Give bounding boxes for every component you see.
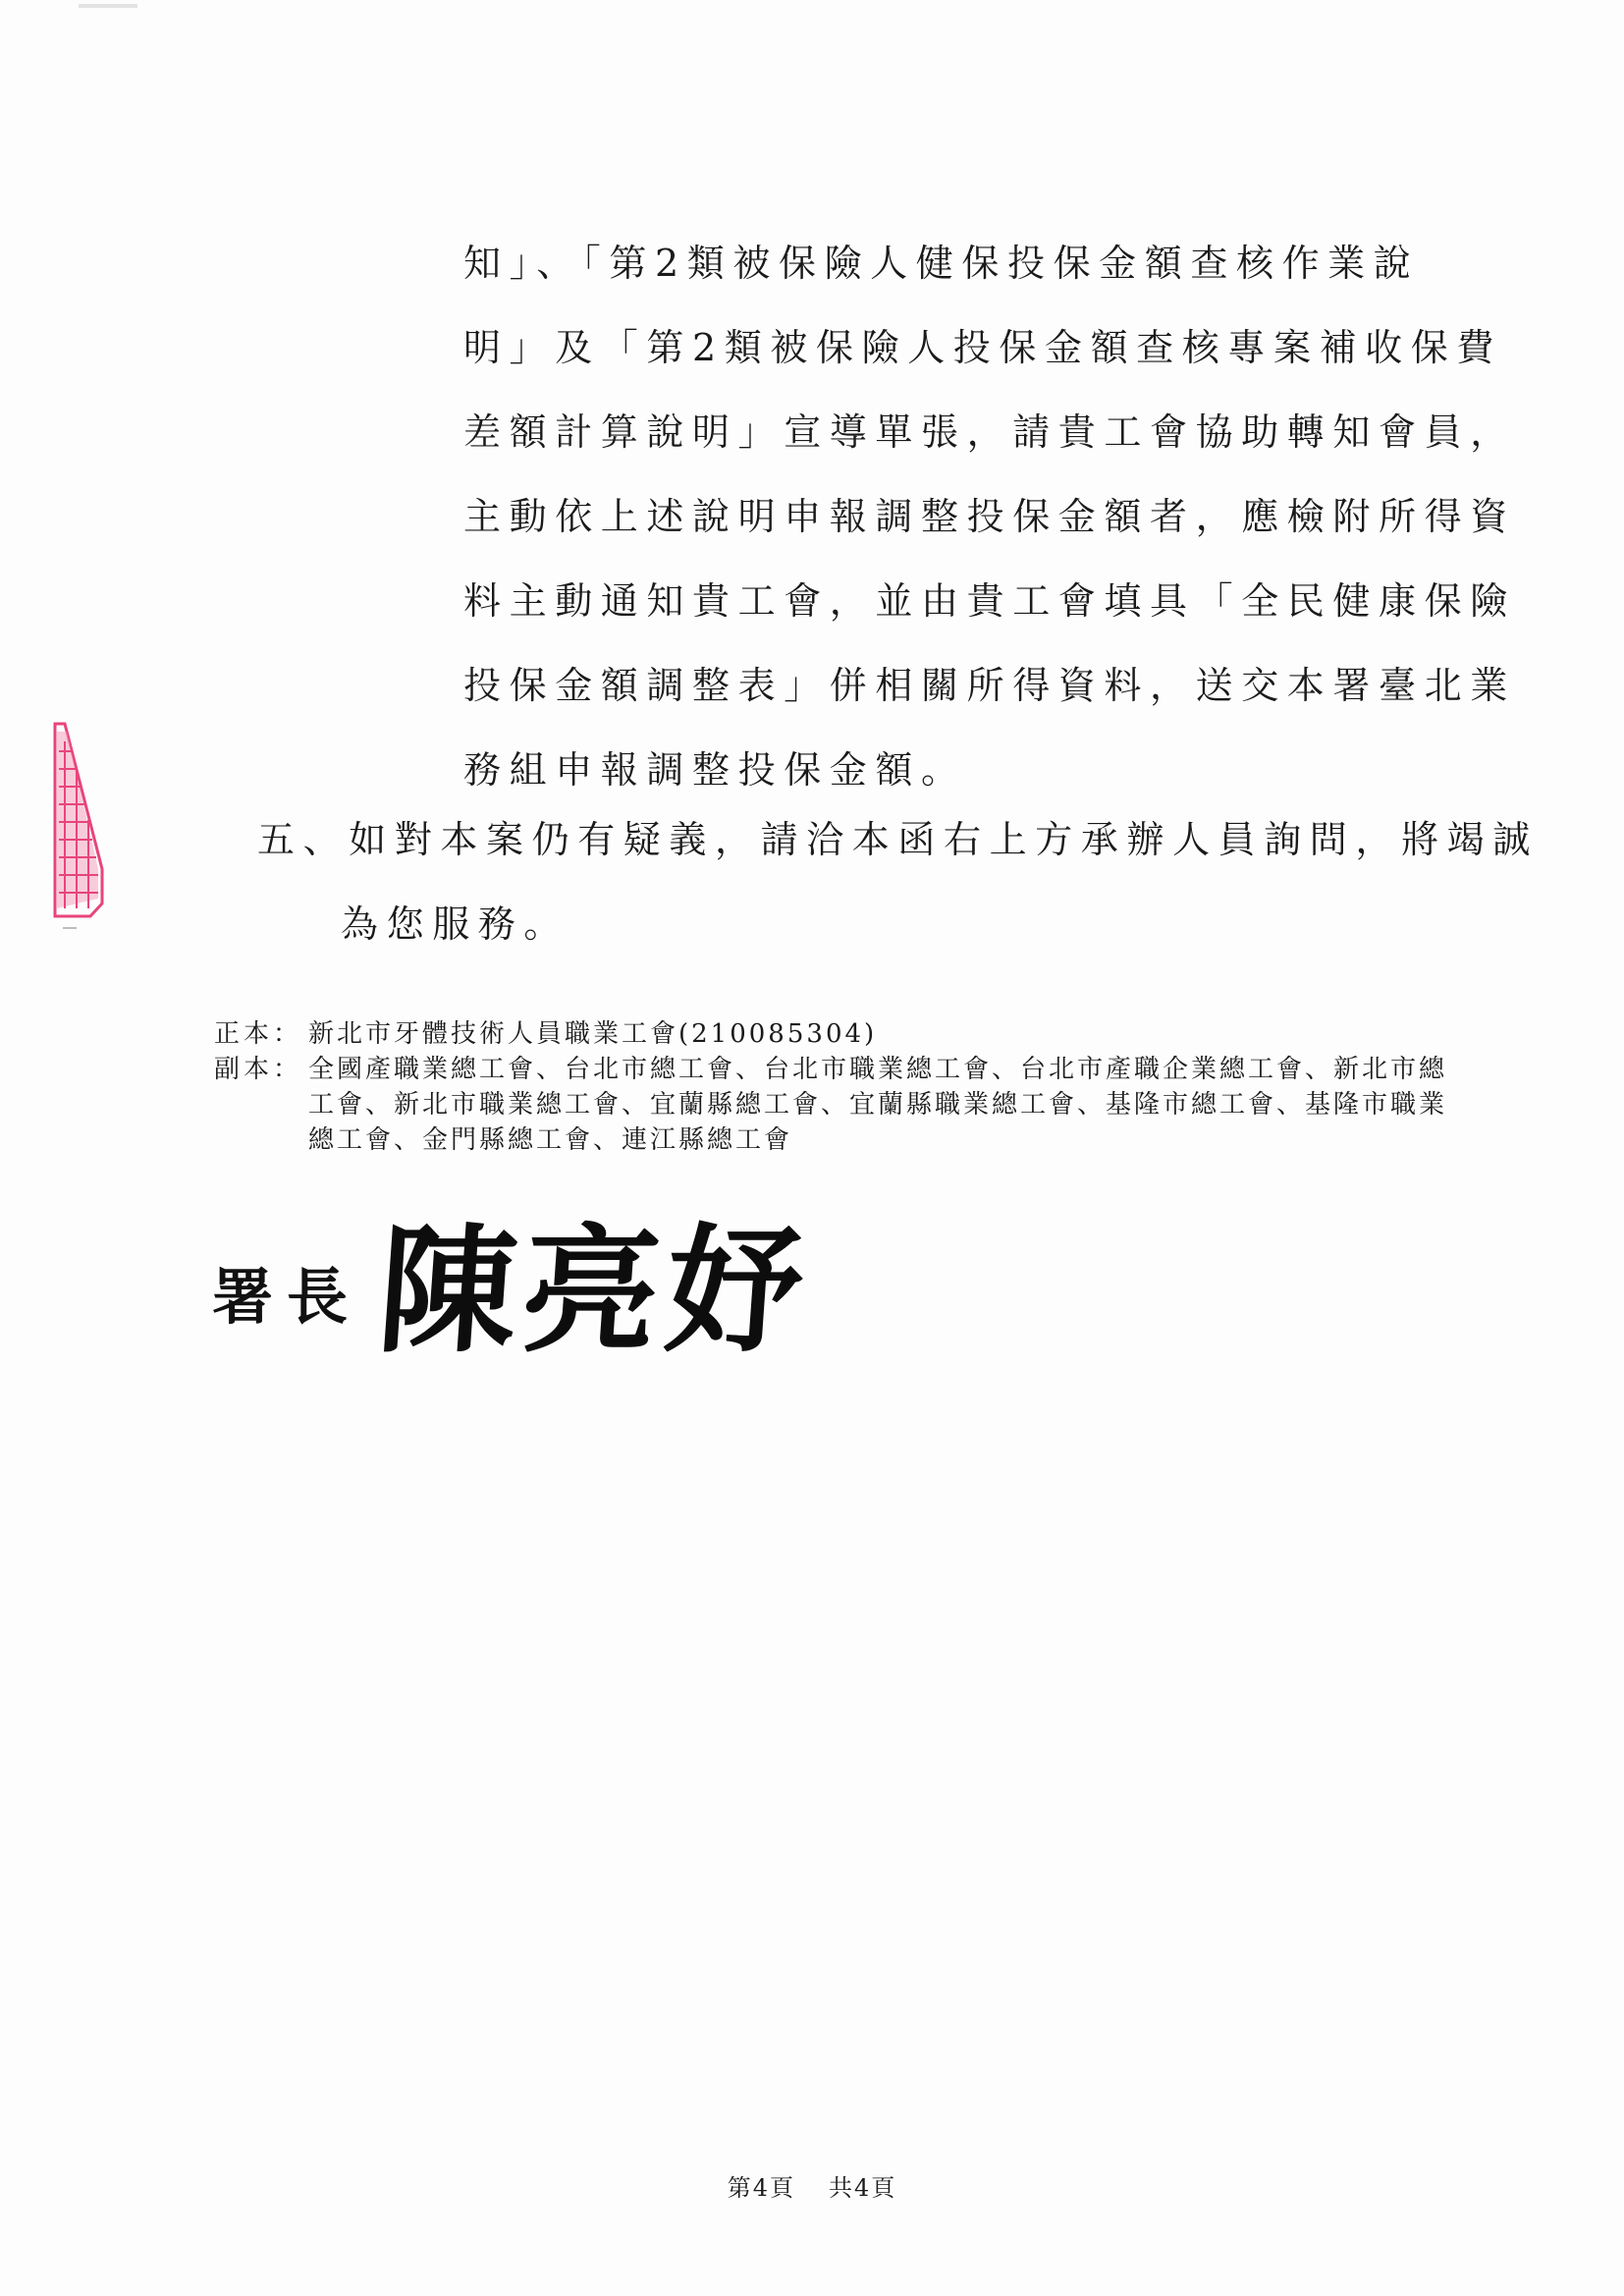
copy-recipients-row bbox=[214, 1052, 1461, 1158]
original-recipient: 新北市牙體技術人員職業工會(210085304) bbox=[308, 1019, 878, 1049]
page-total: 共4頁 bbox=[829, 2174, 897, 2202]
original-recipient-row bbox=[214, 1016, 1461, 1052]
signature-name: 陳亮妤 bbox=[373, 1211, 815, 1372]
signature-title: 署長 bbox=[212, 1261, 362, 1333]
body-line: 差額計算說明」宣導單張，請貴工會協助轉知會員， bbox=[463, 410, 1516, 454]
body-line: 知」、「第2類被保險人健保投保金額查核作業說 bbox=[463, 242, 1420, 285]
signature-block bbox=[212, 1178, 815, 1375]
body-line: 明」及「第2類被保險人投保金額查核專案補收保費 bbox=[463, 326, 1502, 369]
item-five-line-1: 五、如對本案仍有疑義，請洽本函右上方承辦人員詢問，將竭誠 bbox=[257, 818, 1539, 861]
body-line: 料主動通知貴工會，並由貴工會填具「全民健康保險 bbox=[463, 579, 1516, 623]
page-footer bbox=[0, 2168, 1624, 2203]
item-five-paragraph bbox=[257, 797, 1539, 966]
distribution-list bbox=[214, 1016, 1461, 1158]
red-seal-stamp bbox=[51, 722, 106, 918]
page-number: 第4頁 bbox=[727, 2174, 795, 2202]
copy-label: 副本： bbox=[214, 1055, 303, 1084]
copy-recipients: 全國產職業總工會、台北市總工會、台北市職業總工會、台北市產職企業總工會、新北市總工會、新北市職業總工會、宜蘭縣總工會、宜蘭縣職業總工會、基隆市總工會、基隆市職業總工會、金門縣總工會、連江縣總工會 bbox=[308, 1055, 1448, 1155]
body-line: 務組申報調整投保金額。 bbox=[463, 748, 967, 792]
body-line: 投保金額調整表」併相關所得資料，送交本署臺北業 bbox=[463, 664, 1516, 707]
margin-mark bbox=[63, 927, 77, 929]
body-paragraph-continued bbox=[463, 221, 1516, 812]
original-label: 正本： bbox=[214, 1019, 303, 1049]
body-line: 主動依上述說明申報調整投保金額者，應檢附所得資 bbox=[463, 495, 1516, 538]
item-five-line-2: 為您服務。 bbox=[341, 902, 570, 946]
scan-artifact bbox=[79, 4, 137, 8]
